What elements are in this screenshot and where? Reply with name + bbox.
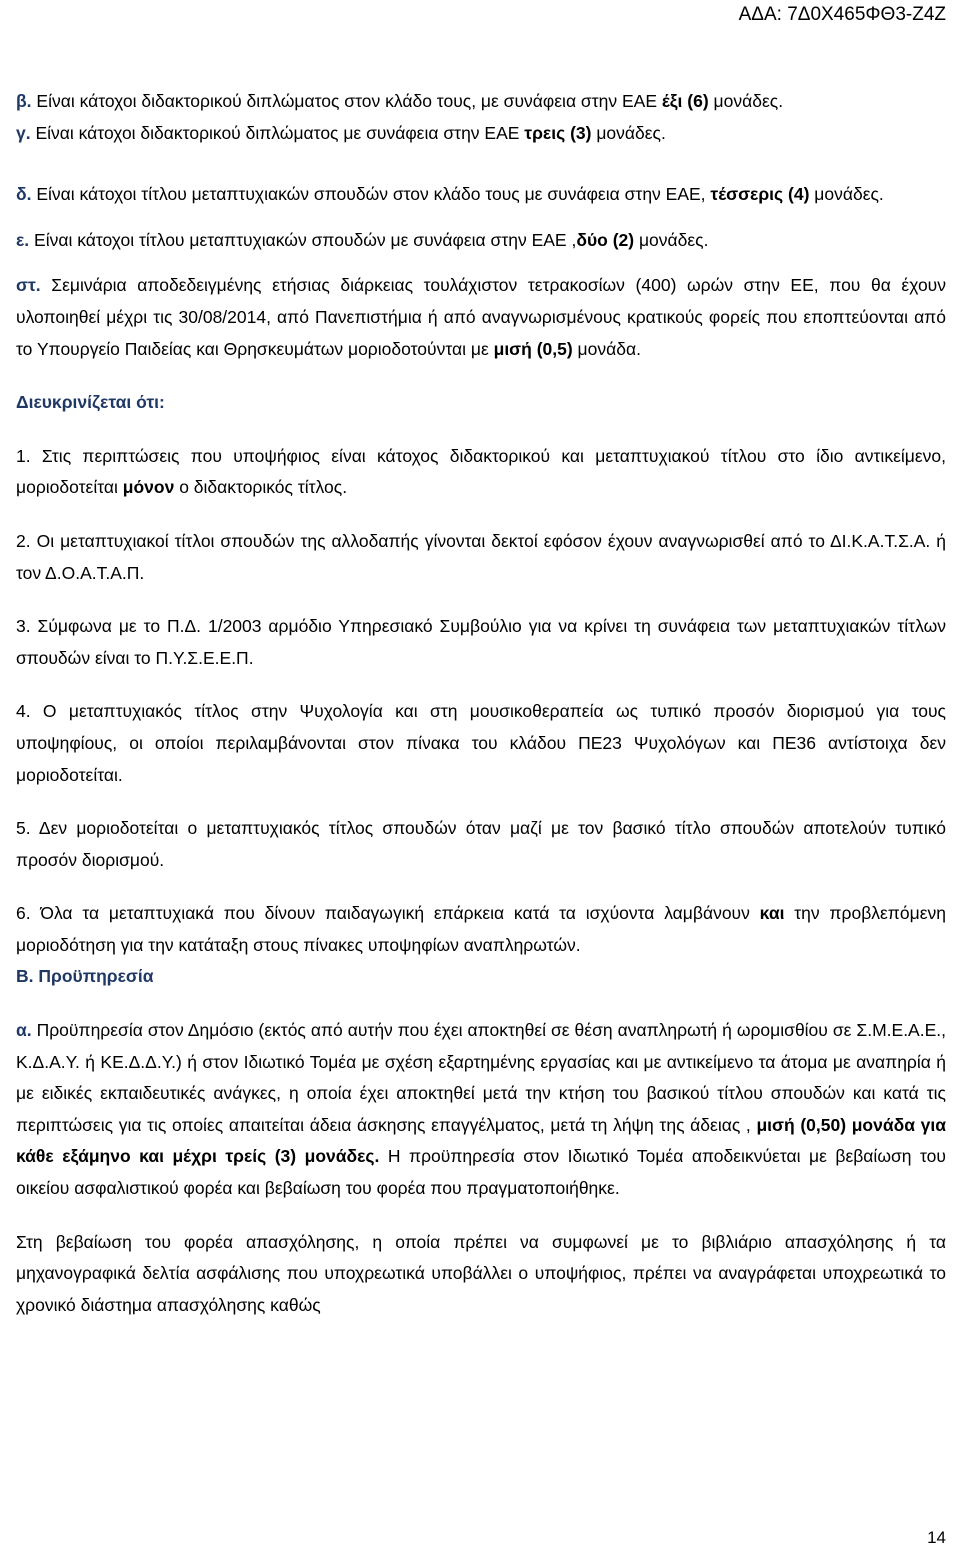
note-4 <box>16 696 946 791</box>
bold-value: μισή (0,5) <box>493 338 573 359</box>
item-label: στ. <box>16 275 41 296</box>
paragraph-d <box>16 179 946 211</box>
paragraph-c <box>16 118 946 150</box>
paragraph-text: Στη βεβαίωση του φορέα απασχόλησης, η οποία πρέπει να συμφωνεί με το βιβλιάριο απασχόλησης ή τα μηχανογραφικά δελτία ασφάλισης που υποχρεωτικά υποβάλλει ο υποψήφιος, πρέπει να αναγράφεται υποχρεωτικά το χρονικό διάστημα απασχόλησης καθώς <box>16 1231 946 1315</box>
paragraph-end: Η προϋπηρεσία στον Ιδιωτικό Τομέα αποδεικνύεται με βεβαίωση του οικείου ασφαλιστικού φορέα και βεβαίωση του φορέα που πραγματοποιήθηκε. <box>16 1146 946 1199</box>
note-5 <box>16 813 946 876</box>
bold-value: δύο (2) <box>576 229 635 250</box>
paragraph-text: Προϋπηρεσία στον Δημόσιο (εκτός από αυτήν που έχει αποκτηθεί σε θέση αναπληρωτή ή ωρομισθίου σε Σ.Μ.Ε.Α.Ε., Κ.Δ.Α.Υ. ή ΚΕ.Δ.Δ.Υ.) ή στον Ιδιωτικό Τομέα με σχέση εξαρτημένης εργασίας και με αντικείμενο τα άτομα με αναπηρία ή με ειδικές εκπαιδευτικές ανάγκες, η οποία έχει αποκτηθεί μετά την κτήση του βασικού τίτλου σπουδών και κατά τις περιπτώσεις για τις οποίες απαιτείται άδεια άσκησης επαγγέλματος, μετά τη λήψη της άδειας , <box>16 1020 946 1135</box>
paragraph-end: μονάδες. <box>708 91 784 111</box>
heading-text: Β. Προϋπηρεσία <box>16 966 154 987</box>
section-b-heading <box>16 961 946 993</box>
item-label: γ. <box>16 122 31 143</box>
note-text: Όλα τα μεταπτυχιακά που δίνουν παιδαγωγική επάρκεια κατά τα ισχύοντα λαμβάνουν <box>30 903 760 924</box>
note-number: 2. <box>16 530 31 551</box>
paragraph-b <box>16 86 946 118</box>
note-text: Στις περιπτώσεις που υποψήφιος είναι κάτοχος διδακτορικού και μεταπτυχιακού τίτλου στο ίδιο αντικείμενο, μοριοδοτείται <box>16 445 946 498</box>
note-end: ο διδακτορικός τίτλος. <box>174 477 348 498</box>
note-end: την προβλεπόμενη μοριοδότηση για την κατάταξη στους πίνακες υποψηφίων αναπληρωτών. <box>16 903 946 955</box>
paragraph-alpha <box>16 1015 946 1205</box>
paragraph-end: μονάδα. <box>572 338 641 359</box>
page-number: 14 <box>927 1528 946 1547</box>
note-number: 4. <box>16 701 31 722</box>
ada-identifier: ΑΔΑ: 7Δ0Χ465ΦΘ3-Ζ4Ζ <box>738 4 946 25</box>
paragraph-text: Είναι κάτοχοι τίτλου μεταπτυχιακών σπουδών με συνάφεια στην ΕΑΕ , <box>29 229 577 250</box>
item-label: α. <box>16 1020 32 1041</box>
item-label: δ. <box>16 184 32 205</box>
note-number: 1. <box>16 445 31 466</box>
bold-value: και <box>759 903 785 924</box>
note-1 <box>16 441 946 504</box>
note-number: 5. <box>16 818 31 839</box>
note-number: 6. <box>16 903 31 924</box>
paragraph-end: μονάδες. <box>634 229 709 250</box>
bold-value: τέσσερις (4) <box>710 184 810 205</box>
paragraph-text: Είναι κάτοχοι διδακτορικού διπλώματος στον κλάδο τους, με συνάφεια στην ΕΑΕ <box>31 91 662 111</box>
paragraph-st <box>16 270 946 365</box>
note-2 <box>16 526 946 589</box>
note-text: Σύμφωνα με το Π.Δ. 1/2003 αρμόδιο Υπηρεσιακό Συμβούλιο για να κρίνει τη συνάφεια των μεταπτυχιακών τίτλων σπουδών είναι το Π.Υ.Σ.Ε.Ε.Π. <box>16 616 946 668</box>
paragraph-text: Είναι κάτοχοι διδακτορικού διπλώματος με συνάφεια στην ΕΑΕ <box>30 122 525 143</box>
note-text: Ο μεταπτυχιακός τίτλος στην Ψυχολογία και στη μουσικοθεραπεία ως τυπικό προσόν διορισμού για τους υποψηφίους, οι οποίοι περιλαμβάνονται στον πίνακα του κλάδου ΠΕ23 Ψυχολόγων και ΠΕ36 αντίστοιχα δεν μοριοδοτείται. <box>16 701 946 785</box>
item-label: β. <box>16 91 32 111</box>
bold-value: τρεις (3) <box>524 122 592 143</box>
paragraph-end: μονάδες. <box>809 184 884 205</box>
paragraph-text: Είναι κάτοχοι τίτλου μεταπτυχιακών σπουδών στον κλάδο τους με συνάφεια στην ΕΑΕ, <box>31 184 711 205</box>
bold-value: έξι (6) <box>661 91 709 111</box>
document-body <box>16 86 946 1321</box>
note-3 <box>16 611 946 674</box>
note-text: Οι μεταπτυχιακοί τίτλοι σπουδών της αλλοδαπής γίνονται δεκτοί εφόσον έχουν αναγνωρισθεί από το ΔΙ.Κ.Α.Τ.Σ.Α. ή τον Δ.Ο.Α.Τ.Α.Π. <box>16 530 946 583</box>
paragraph-text: Σεμινάρια αποδεδειγμένης ετήσιας διάρκειας τουλάχιστον τετρακοσίων (400) ωρών στην ΕΕ, που θα έχουν υλοποιηθεί μέχρι τις 30/08/2014, από Πανεπιστήμια ή από αναγνωρισμένους κρατικούς φορείς που εποπτεύονται από το Υπουργείο Παιδείας και Θρησκευμάτων μοριοδοτούνται με <box>16 275 946 359</box>
clarify-heading <box>16 387 946 419</box>
paragraph-final <box>16 1227 946 1322</box>
item-label: ε. <box>16 229 30 250</box>
paragraph-e <box>16 225 946 257</box>
note-6 <box>16 898 946 961</box>
note-number: 3. <box>16 616 31 637</box>
note-text: Δεν μοριοδοτείται ο μεταπτυχιακός τίτλος σπουδών όταν μαζί με τον βασικό τίτλο σπουδών αποτελούν τυπικό προσόν διορισμού. <box>16 818 946 870</box>
bold-value: μόνον <box>122 477 175 498</box>
paragraph-end: μονάδες. <box>591 122 666 143</box>
bold-value: μισή (0,50) μονάδα για κάθε εξάμηνο και μέχρι τρείς (3) μονάδες. <box>16 1114 946 1167</box>
heading-text: Διευκρινίζεται ότι: <box>16 392 165 413</box>
